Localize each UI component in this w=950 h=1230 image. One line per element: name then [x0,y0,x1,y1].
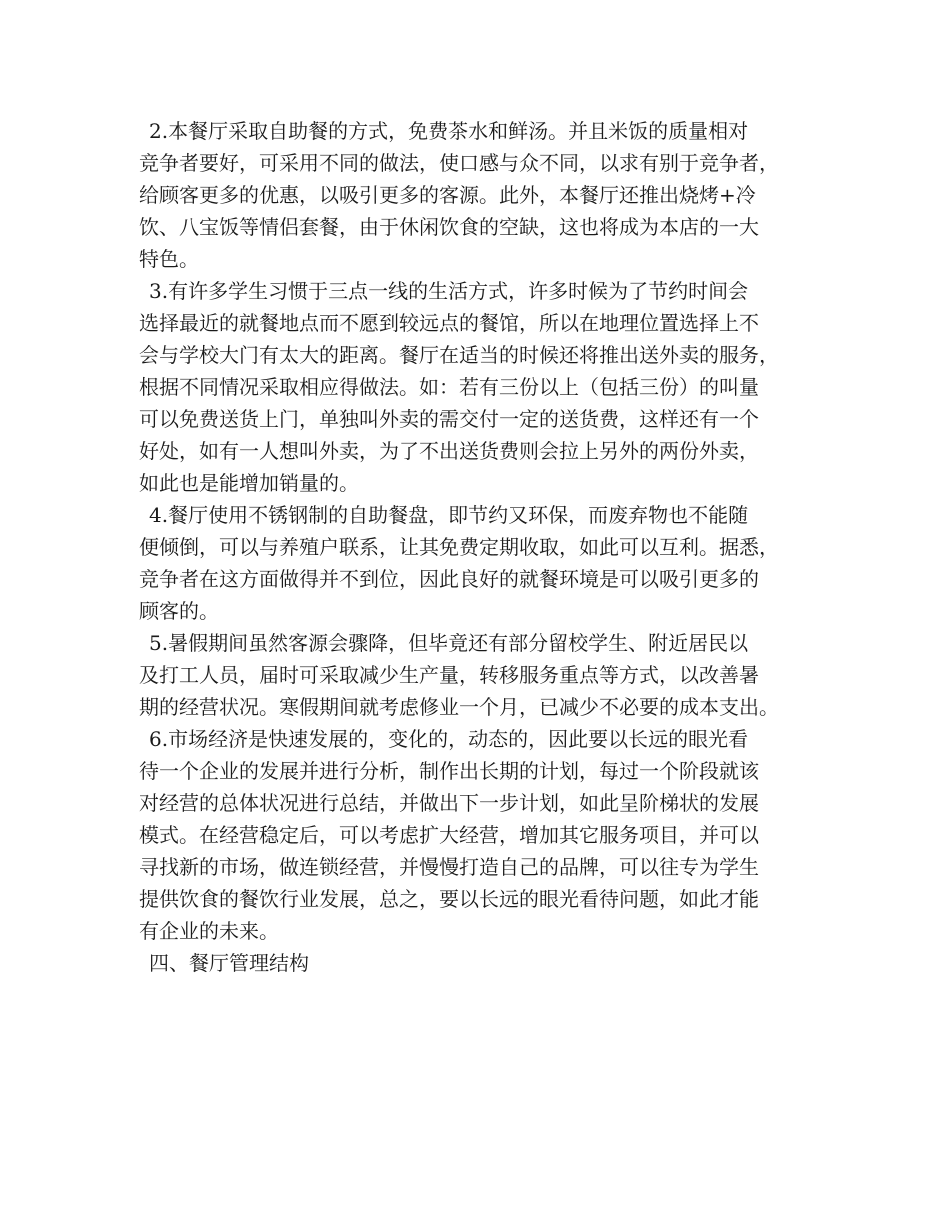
text-line: 竞争者要好，可采用不同的做法，使口感与众不同，以求有别于竞争者， [139,151,779,175]
text-line: 及打工人员，届时可采取减少生产量，转移服务重点等方式，以改善暑 [139,663,759,687]
text-line: 待一个企业的发展并进行分析，制作出长期的计划，每过一个阶段就该 [139,759,759,783]
text-line: 给顾客更多的优惠，以吸引更多的客源。此外，本餐厅还推出烧烤+冷 [139,183,756,207]
text-line: 寻找新的市场，做连锁经营，并慢慢打造自己的品牌，可以往专为学生 [139,855,759,879]
text-line: 选择最近的就餐地点而不愿到较远点的餐馆，所以在地理位置选择上不 [139,311,759,335]
text-line: 对经营的总体状况进行总结，并做出下一步计划，如此呈阶梯状的发展 [139,791,759,815]
text-line: 便倾倒，可以与养殖户联系，让其免费定期收取，如此可以互利。据悉， [139,535,779,559]
text-line: 2.本餐厅采取自助餐的方式，免费茶水和鲜汤。并且米饭的质量相对 [149,119,749,143]
text-line: 5.暑假期间虽然客源会骤降，但毕竟还有部分留校学生、附近居民以 [149,631,749,655]
text-line: 模式。在经营稳定后，可以考虑扩大经营，增加其它服务项目，并可以 [139,823,759,847]
paragraph-6 [139,723,819,947]
text-line: 4.餐厅使用不锈钢制的自助餐盘，即节约又环保，而废弃物也不能随 [149,503,749,527]
text-line: 特色。 [139,247,199,271]
text-line: 好处，如有一人想叫外卖，为了不出送货费则会拉上另外的两份外卖， [139,439,759,463]
text-line: 饮、八宝饭等情侣套餐，由于休闲饮食的空缺，这也将成为本店的一大 [139,215,759,239]
text-line: 竞争者在这方面做得并不到位，因此良好的就餐环境是可以吸引更多的 [139,567,759,591]
text-line: 根据不同情况采取相应得做法。如：若有三份以上（包括三份）的叫量 [139,375,759,399]
document-body [139,115,819,979]
text-line: 如此也是能增加销量的。 [139,471,359,495]
section-heading-text: 四、餐厅管理结构 [149,951,309,975]
paragraph-4 [139,499,819,627]
paragraph-5 [139,627,819,723]
text-line: 顾客的。 [139,599,219,623]
section-heading [139,947,819,979]
text-line: 有企业的未来。 [139,919,279,943]
text-line: 3.有许多学生习惯于三点一线的生活方式，许多时候为了节约时间会 [149,279,749,303]
text-line: 会与学校大门有太大的距离。餐厅在适当的时候还将推出送外卖的服务， [139,343,779,367]
text-line: 提供饮食的餐饮行业发展，总之，要以长远的眼光看待问题，如此才能 [139,887,759,911]
text-line: 期的经营状况。寒假期间就考虑修业一个月，已减少不必要的成本支出。 [139,695,779,719]
paragraph-3 [139,275,819,499]
text-line: 6.市场经济是快速发展的，变化的，动态的，因此要以长远的眼光看 [149,727,749,751]
text-line: 可以免费送货上门，单独叫外卖的需交付一定的送货费，这样还有一个 [139,407,759,431]
paragraph-2 [139,115,819,275]
